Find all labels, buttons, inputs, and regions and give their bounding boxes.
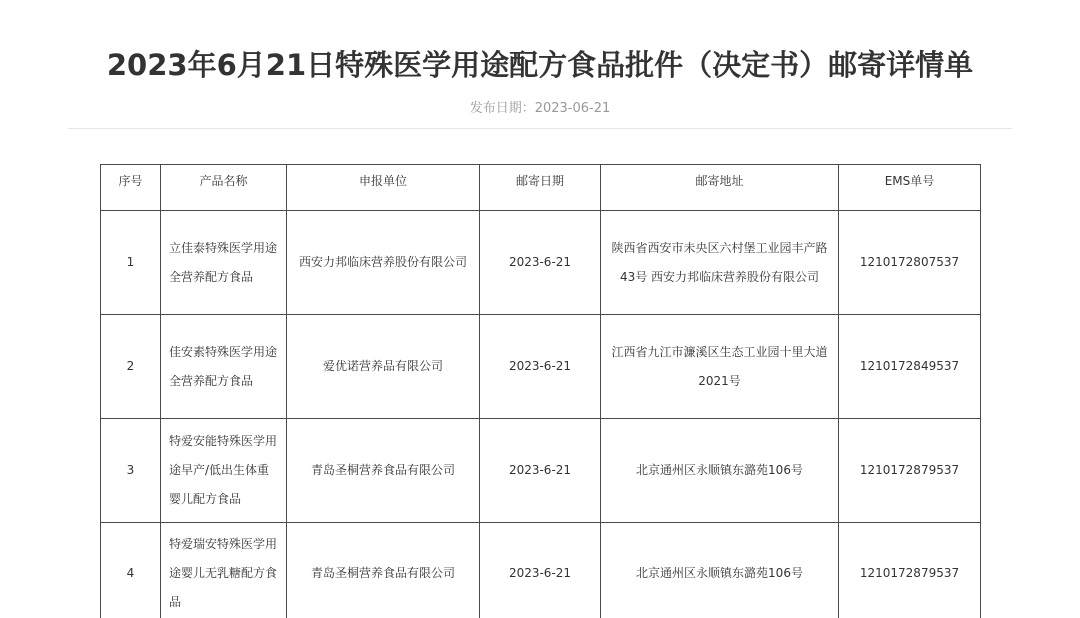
row-mail-address: 陕西省西安市未央区六村堡工业园丰产路43号 西安力邦临床营养股份有限公司 [601,211,839,315]
table-row [101,523,981,618]
row-product-name: 特爱瑞安特殊医学用途婴儿无乳糖配方食品 [161,523,287,618]
table-row [101,211,981,315]
row-ems-number: 1210172807537 [839,211,981,315]
row-mail-address: 北京通州区永顺镇东潞苑106号 [601,523,839,618]
row-no: 2 [101,315,161,419]
table-header-row [101,165,981,211]
header-product-name: 产品名称 [161,165,287,211]
row-no: 3 [101,419,161,523]
table-row [101,315,981,419]
row-applicant: 爱优诺营养品有限公司 [287,315,480,419]
row-mail-address: 北京通州区永顺镇东潞苑106号 [601,419,839,523]
header-mail-address: 邮寄地址 [601,165,839,211]
header-applicant: 申报单位 [287,165,480,211]
row-mail-date: 2023-6-21 [480,315,601,419]
row-mail-address: 江西省九江市濂溪区生态工业园十里大道2021号 [601,315,839,419]
row-ems-number: 1210172879537 [839,419,981,523]
header-mail-date: 邮寄日期 [480,165,601,211]
header-ems-number: EMS单号 [839,165,981,211]
page-title: 2023年6月21日特殊医学用途配方食品批件（决定书）邮寄详情单 [106,48,974,83]
table-row [101,419,981,523]
row-mail-date: 2023-6-21 [480,523,601,618]
row-ems-number: 1210172879537 [839,523,981,618]
publish-date: 发布日期：2023-06-21 [469,101,611,116]
row-ems-number: 1210172849537 [839,315,981,419]
title-divider [68,128,1012,129]
mailing-detail-table [100,164,981,618]
row-mail-date: 2023-6-21 [480,419,601,523]
row-applicant: 青岛圣桐营养食品有限公司 [287,523,480,618]
row-applicant: 青岛圣桐营养食品有限公司 [287,419,480,523]
row-product-name: 佳安素特殊医学用途全营养配方食品 [161,315,287,419]
row-no: 1 [101,211,161,315]
row-product-name: 特爱安能特殊医学用途早产/低出生体重婴儿配方食品 [161,419,287,523]
header-no: 序号 [101,165,161,211]
row-mail-date: 2023-6-21 [480,211,601,315]
row-no: 4 [101,523,161,618]
row-applicant: 西安力邦临床营养股份有限公司 [287,211,480,315]
row-product-name: 立佳泰特殊医学用途全营养配方食品 [161,211,287,315]
